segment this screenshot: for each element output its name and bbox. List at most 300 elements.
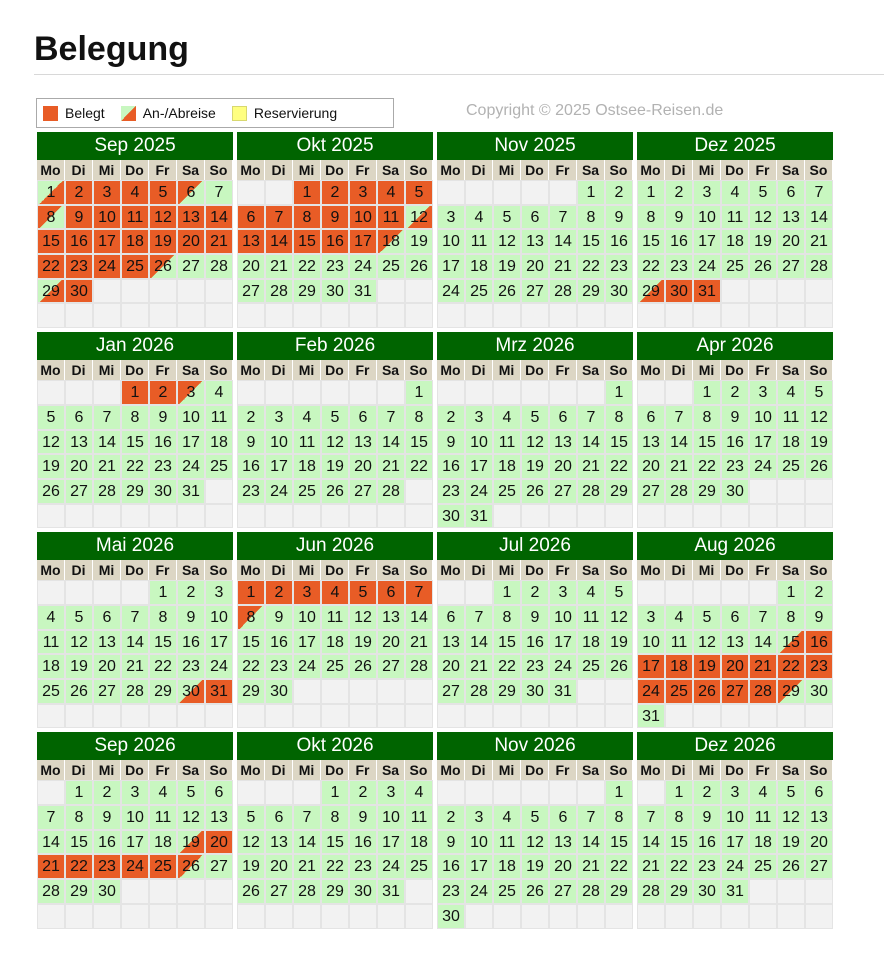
weekday-header: Mo xyxy=(637,360,665,380)
weekday-header: Di xyxy=(65,760,93,780)
empty-day-cell xyxy=(749,904,777,929)
day-cell: 6 xyxy=(637,405,665,430)
day-cell: 5 xyxy=(805,380,833,405)
day-cell: 29 xyxy=(665,879,693,904)
day-cell: 26 xyxy=(749,254,777,279)
empty-day-cell xyxy=(721,504,749,529)
day-grid xyxy=(237,760,433,928)
empty-day-cell xyxy=(693,504,721,529)
day-cell: 20 xyxy=(237,254,265,279)
month-calendar xyxy=(37,332,233,528)
empty-day-cell xyxy=(121,580,149,605)
day-cell: 26 xyxy=(177,854,205,879)
day-cell: 5 xyxy=(177,780,205,805)
day-cell: 23 xyxy=(721,454,749,479)
day-cell: 28 xyxy=(93,479,121,504)
day-cell: 2 xyxy=(349,780,377,805)
day-cell: 3 xyxy=(377,780,405,805)
day-cell: 22 xyxy=(577,254,605,279)
day-cell: 4 xyxy=(121,180,149,205)
empty-day-cell xyxy=(521,504,549,529)
empty-day-cell xyxy=(493,380,521,405)
weekday-header: Fr xyxy=(749,560,777,580)
month-title: Dez 2026 xyxy=(637,732,833,760)
day-cell: 19 xyxy=(521,854,549,879)
empty-day-cell xyxy=(665,303,693,328)
empty-day-cell xyxy=(149,279,177,304)
weekday-header: Mo xyxy=(237,760,265,780)
weekday-header: Di xyxy=(65,360,93,380)
empty-day-cell xyxy=(465,780,493,805)
empty-day-cell xyxy=(405,879,433,904)
weekday-header: Mi xyxy=(493,760,521,780)
day-cell: 2 xyxy=(721,380,749,405)
day-cell: 21 xyxy=(93,454,121,479)
day-cell: 16 xyxy=(177,630,205,655)
empty-day-cell xyxy=(37,303,65,328)
day-cell: 5 xyxy=(493,205,521,230)
empty-day-cell xyxy=(665,504,693,529)
weekday-header: Sa xyxy=(177,160,205,180)
day-cell: 21 xyxy=(121,654,149,679)
weekday-header: Do xyxy=(121,760,149,780)
day-cell: 5 xyxy=(65,605,93,630)
empty-day-cell xyxy=(93,504,121,529)
empty-day-cell xyxy=(777,704,805,729)
empty-day-cell xyxy=(805,479,833,504)
empty-day-cell xyxy=(93,704,121,729)
day-cell: 6 xyxy=(437,605,465,630)
day-cell: 6 xyxy=(65,405,93,430)
empty-day-cell xyxy=(149,303,177,328)
day-cell: 26 xyxy=(805,454,833,479)
day-cell: 5 xyxy=(37,405,65,430)
day-cell: 6 xyxy=(377,580,405,605)
day-cell: 22 xyxy=(237,654,265,679)
day-cell: 15 xyxy=(149,630,177,655)
weekday-header: Mi xyxy=(293,360,321,380)
calendar-grid xyxy=(37,132,833,929)
day-cell: 18 xyxy=(777,430,805,455)
day-cell: 15 xyxy=(293,229,321,254)
day-cell: 8 xyxy=(65,805,93,830)
day-cell: 26 xyxy=(521,879,549,904)
empty-day-cell xyxy=(265,704,293,729)
legend-item-an-abreise xyxy=(121,105,216,121)
weekday-header: Di xyxy=(65,560,93,580)
day-cell: 2 xyxy=(665,180,693,205)
empty-day-cell xyxy=(405,479,433,504)
day-cell: 21 xyxy=(805,229,833,254)
day-cell: 8 xyxy=(493,605,521,630)
day-cell: 5 xyxy=(349,580,377,605)
day-cell: 24 xyxy=(637,679,665,704)
day-cell: 16 xyxy=(605,229,633,254)
day-cell: 25 xyxy=(777,454,805,479)
day-cell: 27 xyxy=(637,479,665,504)
day-cell: 19 xyxy=(521,454,549,479)
day-cell: 31 xyxy=(693,279,721,304)
empty-day-cell xyxy=(605,704,633,729)
day-cell: 14 xyxy=(205,205,233,230)
day-cell: 4 xyxy=(493,805,521,830)
day-cell: 4 xyxy=(205,380,233,405)
day-cell: 13 xyxy=(721,630,749,655)
weekday-header: Di xyxy=(465,760,493,780)
month-calendar xyxy=(37,732,233,928)
day-cell: 28 xyxy=(205,254,233,279)
weekday-header: Di xyxy=(265,760,293,780)
day-cell: 24 xyxy=(721,854,749,879)
empty-day-cell xyxy=(37,504,65,529)
day-grid xyxy=(437,560,633,728)
day-cell: 21 xyxy=(749,654,777,679)
empty-day-cell xyxy=(465,180,493,205)
day-cell: 14 xyxy=(665,430,693,455)
month-title: Mrz 2026 xyxy=(437,332,633,360)
day-cell: 16 xyxy=(93,830,121,855)
empty-day-cell xyxy=(465,704,493,729)
day-cell: 30 xyxy=(321,279,349,304)
empty-day-cell xyxy=(93,904,121,929)
day-cell: 29 xyxy=(493,679,521,704)
month-calendar xyxy=(637,732,833,928)
day-cell: 14 xyxy=(265,229,293,254)
weekday-header: Di xyxy=(465,360,493,380)
empty-day-cell xyxy=(749,704,777,729)
day-cell: 1 xyxy=(405,380,433,405)
weekday-header: Mo xyxy=(37,760,65,780)
day-cell: 17 xyxy=(349,229,377,254)
empty-day-cell xyxy=(377,704,405,729)
day-cell: 1 xyxy=(65,780,93,805)
day-cell: 17 xyxy=(721,830,749,855)
empty-day-cell xyxy=(293,303,321,328)
day-cell: 27 xyxy=(721,679,749,704)
day-cell: 18 xyxy=(149,830,177,855)
empty-day-cell xyxy=(93,303,121,328)
day-cell: 29 xyxy=(605,879,633,904)
weekday-header: Sa xyxy=(577,360,605,380)
empty-day-cell xyxy=(121,303,149,328)
empty-day-cell xyxy=(177,879,205,904)
empty-day-cell xyxy=(293,504,321,529)
day-cell: 30 xyxy=(605,279,633,304)
belegt-swatch xyxy=(43,106,58,121)
weekday-header: Sa xyxy=(377,360,405,380)
weekday-header: Mi xyxy=(293,760,321,780)
day-cell: 1 xyxy=(693,380,721,405)
empty-day-cell xyxy=(177,279,205,304)
day-cell: 6 xyxy=(805,780,833,805)
empty-day-cell xyxy=(721,279,749,304)
weekday-header: Sa xyxy=(577,560,605,580)
empty-day-cell xyxy=(65,904,93,929)
empty-day-cell xyxy=(693,580,721,605)
empty-day-cell xyxy=(549,780,577,805)
day-cell: 25 xyxy=(665,679,693,704)
day-cell: 6 xyxy=(93,605,121,630)
day-cell: 18 xyxy=(405,830,433,855)
day-cell: 9 xyxy=(693,805,721,830)
weekday-header: Sa xyxy=(777,560,805,580)
empty-day-cell xyxy=(205,303,233,328)
day-grid xyxy=(437,760,633,928)
day-cell: 24 xyxy=(121,854,149,879)
day-cell: 29 xyxy=(577,279,605,304)
day-cell: 4 xyxy=(749,780,777,805)
day-cell: 19 xyxy=(321,454,349,479)
day-cell: 18 xyxy=(665,654,693,679)
day-cell: 18 xyxy=(121,229,149,254)
day-cell: 12 xyxy=(749,205,777,230)
day-cell: 5 xyxy=(777,780,805,805)
day-cell: 23 xyxy=(65,254,93,279)
empty-day-cell xyxy=(805,504,833,529)
day-cell: 13 xyxy=(265,830,293,855)
day-cell: 30 xyxy=(177,679,205,704)
month-calendar xyxy=(637,532,833,728)
weekday-header: Do xyxy=(121,360,149,380)
empty-day-cell xyxy=(237,180,265,205)
weekday-header: So xyxy=(805,560,833,580)
day-cell: 22 xyxy=(405,454,433,479)
day-cell: 4 xyxy=(665,605,693,630)
day-cell: 18 xyxy=(493,454,521,479)
empty-day-cell xyxy=(605,904,633,929)
month-calendar xyxy=(637,132,833,328)
day-cell: 19 xyxy=(805,430,833,455)
day-cell: 19 xyxy=(237,854,265,879)
day-cell: 12 xyxy=(177,805,205,830)
day-cell: 24 xyxy=(349,254,377,279)
day-grid xyxy=(637,760,833,928)
empty-day-cell xyxy=(149,879,177,904)
day-cell: 10 xyxy=(293,605,321,630)
day-cell: 20 xyxy=(637,454,665,479)
day-cell: 30 xyxy=(93,879,121,904)
weekday-header: Do xyxy=(321,560,349,580)
month-calendar xyxy=(237,532,433,728)
day-cell: 5 xyxy=(749,180,777,205)
day-cell: 10 xyxy=(177,405,205,430)
weekday-header: Sa xyxy=(177,760,205,780)
day-cell: 28 xyxy=(577,479,605,504)
empty-day-cell xyxy=(377,679,405,704)
empty-day-cell xyxy=(805,303,833,328)
day-cell: 16 xyxy=(321,229,349,254)
day-cell: 10 xyxy=(749,405,777,430)
day-cell: 8 xyxy=(777,605,805,630)
day-cell: 10 xyxy=(349,205,377,230)
weekday-header: Mi xyxy=(693,760,721,780)
day-cell: 2 xyxy=(437,405,465,430)
weekday-header: Sa xyxy=(777,160,805,180)
day-cell: 23 xyxy=(437,879,465,904)
day-cell: 25 xyxy=(377,254,405,279)
empty-day-cell xyxy=(121,904,149,929)
empty-day-cell xyxy=(121,504,149,529)
weekday-header: Di xyxy=(265,360,293,380)
day-cell: 11 xyxy=(149,805,177,830)
day-cell: 28 xyxy=(265,279,293,304)
day-cell: 19 xyxy=(149,229,177,254)
weekday-header: Do xyxy=(721,360,749,380)
empty-day-cell xyxy=(521,704,549,729)
day-cell: 23 xyxy=(93,854,121,879)
weekday-header: Mi xyxy=(93,560,121,580)
day-cell: 27 xyxy=(437,679,465,704)
empty-day-cell xyxy=(149,904,177,929)
day-cell: 7 xyxy=(549,205,577,230)
empty-day-cell xyxy=(293,380,321,405)
day-cell: 15 xyxy=(693,430,721,455)
weekday-header: So xyxy=(405,760,433,780)
weekday-header: So xyxy=(405,560,433,580)
day-cell: 14 xyxy=(637,830,665,855)
day-cell: 20 xyxy=(549,454,577,479)
empty-day-cell xyxy=(665,704,693,729)
day-cell: 29 xyxy=(37,279,65,304)
empty-day-cell xyxy=(349,679,377,704)
day-cell: 1 xyxy=(293,180,321,205)
weekday-header: Mi xyxy=(493,360,521,380)
weekday-header: So xyxy=(405,360,433,380)
day-cell: 16 xyxy=(693,830,721,855)
day-cell: 10 xyxy=(549,605,577,630)
day-cell: 24 xyxy=(177,454,205,479)
empty-day-cell xyxy=(693,303,721,328)
day-cell: 12 xyxy=(237,830,265,855)
day-cell: 22 xyxy=(493,654,521,679)
day-cell: 19 xyxy=(349,630,377,655)
day-cell: 27 xyxy=(549,879,577,904)
empty-day-cell xyxy=(805,279,833,304)
day-cell: 25 xyxy=(493,879,521,904)
day-cell: 4 xyxy=(577,580,605,605)
day-cell: 2 xyxy=(177,580,205,605)
empty-day-cell xyxy=(637,580,665,605)
empty-day-cell xyxy=(265,380,293,405)
day-cell: 17 xyxy=(465,854,493,879)
day-cell: 9 xyxy=(149,405,177,430)
empty-day-cell xyxy=(237,504,265,529)
empty-day-cell xyxy=(265,780,293,805)
day-cell: 12 xyxy=(605,605,633,630)
day-cell: 20 xyxy=(437,654,465,679)
weekday-header: Fr xyxy=(549,160,577,180)
empty-day-cell xyxy=(321,904,349,929)
day-grid xyxy=(237,360,433,528)
day-cell: 17 xyxy=(465,454,493,479)
empty-day-cell xyxy=(405,679,433,704)
day-cell: 12 xyxy=(493,229,521,254)
day-cell: 12 xyxy=(405,205,433,230)
day-cell: 26 xyxy=(605,654,633,679)
empty-day-cell xyxy=(205,479,233,504)
weekday-header: Sa xyxy=(777,360,805,380)
day-cell: 8 xyxy=(121,405,149,430)
empty-day-cell xyxy=(493,180,521,205)
weekday-header: Mi xyxy=(693,360,721,380)
day-cell: 26 xyxy=(37,479,65,504)
day-cell: 7 xyxy=(405,580,433,605)
day-cell: 13 xyxy=(549,430,577,455)
day-cell: 26 xyxy=(349,654,377,679)
day-cell: 15 xyxy=(121,430,149,455)
empty-day-cell xyxy=(177,504,205,529)
day-cell: 8 xyxy=(149,605,177,630)
day-cell: 27 xyxy=(265,879,293,904)
day-cell: 26 xyxy=(493,279,521,304)
empty-day-cell xyxy=(549,504,577,529)
weekday-header: Do xyxy=(521,160,549,180)
day-cell: 25 xyxy=(205,454,233,479)
weekday-header: So xyxy=(205,160,233,180)
day-cell: 16 xyxy=(805,630,833,655)
day-cell: 12 xyxy=(37,430,65,455)
legend-item-belegt xyxy=(43,105,105,121)
day-cell: 7 xyxy=(637,805,665,830)
weekday-header: So xyxy=(205,760,233,780)
empty-day-cell xyxy=(377,380,405,405)
day-cell: 24 xyxy=(93,254,121,279)
day-cell: 17 xyxy=(749,430,777,455)
day-cell: 3 xyxy=(637,605,665,630)
weekday-header: Do xyxy=(321,160,349,180)
day-cell: 13 xyxy=(549,830,577,855)
day-cell: 9 xyxy=(93,805,121,830)
day-cell: 27 xyxy=(805,854,833,879)
day-cell: 11 xyxy=(721,205,749,230)
day-grid xyxy=(37,360,233,528)
day-cell: 25 xyxy=(321,654,349,679)
empty-day-cell xyxy=(37,380,65,405)
day-cell: 15 xyxy=(665,830,693,855)
day-cell: 29 xyxy=(65,879,93,904)
empty-day-cell xyxy=(321,679,349,704)
day-cell: 5 xyxy=(521,405,549,430)
day-cell: 20 xyxy=(777,229,805,254)
weekday-header: Di xyxy=(265,560,293,580)
day-cell: 11 xyxy=(405,805,433,830)
day-cell: 20 xyxy=(349,454,377,479)
day-cell: 16 xyxy=(521,630,549,655)
empty-day-cell xyxy=(265,504,293,529)
empty-day-cell xyxy=(549,380,577,405)
weekday-header: Di xyxy=(665,560,693,580)
day-cell: 8 xyxy=(405,405,433,430)
day-cell: 15 xyxy=(777,630,805,655)
day-cell: 25 xyxy=(493,479,521,504)
legend-label-reservierung: Reservierung xyxy=(253,105,338,121)
day-cell: 12 xyxy=(349,605,377,630)
day-cell: 22 xyxy=(37,254,65,279)
empty-day-cell xyxy=(749,580,777,605)
day-cell: 15 xyxy=(605,430,633,455)
day-cell: 23 xyxy=(321,254,349,279)
weekday-header: So xyxy=(805,760,833,780)
day-cell: 23 xyxy=(437,479,465,504)
day-cell: 20 xyxy=(521,254,549,279)
day-cell: 17 xyxy=(265,454,293,479)
empty-day-cell xyxy=(549,303,577,328)
empty-day-cell xyxy=(237,780,265,805)
empty-day-cell xyxy=(121,879,149,904)
empty-day-cell xyxy=(205,879,233,904)
day-cell: 26 xyxy=(237,879,265,904)
day-cell: 2 xyxy=(693,780,721,805)
